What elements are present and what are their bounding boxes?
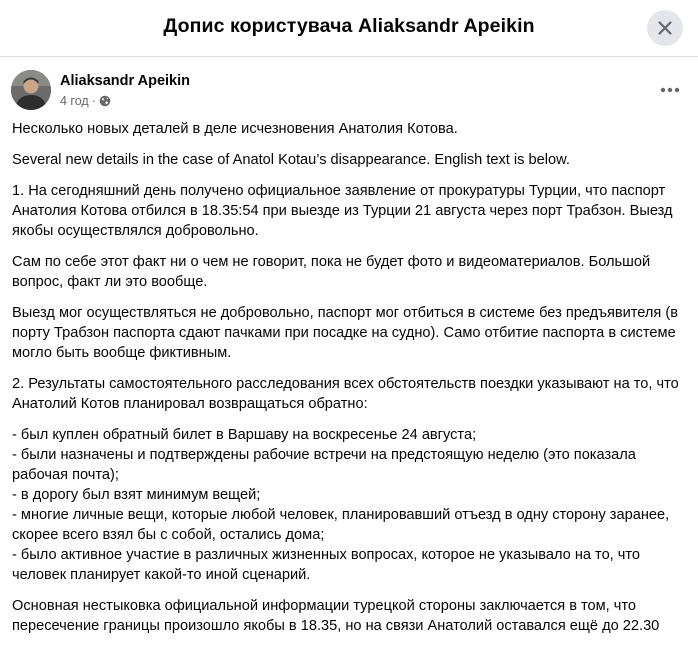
post-meta bbox=[60, 94, 111, 108]
post-paragraph: Несколько новых деталей в деле исчезновения Анатолия Котова. bbox=[12, 121, 458, 137]
post-header bbox=[11, 70, 687, 112]
globe-icon bbox=[99, 95, 111, 107]
post-paragraph: Сам по себе этот факт ни о чем не говорит, пока не будет фото и видеоматериалов. Большой вопрос, факт ли это вообще. bbox=[12, 254, 651, 290]
post-time[interactable]: 4 год bbox=[60, 94, 89, 108]
post-paragraph: 1. На сегодняшний день получено официальное заявление от прокуратуры Турции, что паспорт Анатолия Котова отбился в 18.35:54 при выезде из Турции 21 августа через порт Трабзон. Выезд якобы осуществлялся добровольно. bbox=[12, 183, 673, 239]
post-paragraph: - был куплен обратный билет в Варшаву на воскресенье 24 августа; - были назначены и подтверждены рабочие встречи на предстоящую неделю (это показала рабочая почта); - в дорогу был взят минимум вещей; - многие личные вещи, которые любой человек, планировавший отъезд в одну сторону заранее, скорее всего взял бы с собой, остались дома; - было активное участие в различных жизненных вопросах, которое не указывало на то, что человек планирует какой-то иной сценарий. bbox=[12, 427, 670, 583]
more-dots-icon bbox=[660, 87, 680, 93]
dialog-title: Допис користувача Aliaksandr Apeikin bbox=[163, 15, 535, 37]
post-paragraph: Several new details in the case of Anatol Kotau’s disappearance. English text is below. bbox=[12, 152, 570, 168]
post-paragraph: 2. Результаты самостоятельного расследования всех обстоятельств поездки указывают на то, что Анатолий Котов планировал возвращаться обратно: bbox=[12, 376, 679, 412]
avatar[interactable] bbox=[11, 70, 51, 110]
more-options-button[interactable] bbox=[652, 74, 688, 106]
close-button[interactable] bbox=[647, 10, 683, 46]
post-paragraph: Основная нестыковка официальной информации турецкой стороны заключается в том, что пересечение границы произошло якобы в 18.35, но на связи Анатолий оставался ещё до 22.30 bbox=[12, 598, 660, 634]
post-text bbox=[12, 119, 692, 647]
avatar-image bbox=[11, 70, 51, 110]
meta-separator: · bbox=[91, 94, 96, 108]
dialog-header bbox=[0, 0, 698, 57]
post-paragraph: Выезд мог осуществляться не добровольно, паспорт мог отбиться в системе без предъявителя (в порту Трабзон паспорта сдают пачками при посадке на судно). Само отбитие паспорта в системе могло быть вообще фиктивным. bbox=[12, 305, 678, 361]
author-name[interactable]: Aliaksandr Apeikin bbox=[60, 73, 191, 89]
close-icon bbox=[657, 20, 673, 36]
